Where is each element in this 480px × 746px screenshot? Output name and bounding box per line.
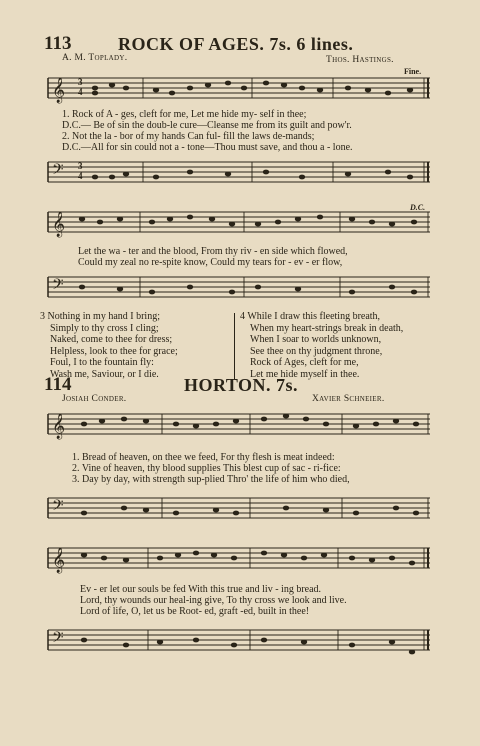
composer: Xavier Schneier. [312,394,385,404]
stanza-4 [240,311,403,381]
lyric-line: 2. Not the la - bor of my hands Can ful- fill the laws de-mands; [62,131,315,142]
stanza-line: Helpless, look to thee for grace; [50,345,178,357]
music-staff-treble [0,542,480,582]
svg-text:𝄞: 𝄞 [52,77,66,102]
fine-mark: Fine. [404,67,422,76]
music-staff-treble [0,206,480,246]
lyrics-block [72,452,350,485]
composer: Thos. Hastings. [326,55,394,65]
svg-text:𝄢: 𝄢 [52,497,64,517]
dc-mark: D.C. [410,203,426,212]
svg-text:4: 4 [78,87,83,97]
svg-text:3: 3 [78,161,83,171]
lyric-line: 1. Rock of A - ges, cleft for me, Let me hide my- self in thee; [62,109,307,120]
svg-text:𝄞: 𝄞 [52,211,66,236]
music-staff-bass [0,624,480,664]
stanza-line: When my heart-strings break in death, [250,322,404,334]
hymn-title: HORTON. 7s. [184,375,299,395]
hymn-number: 113 [44,33,72,54]
svg-text:𝄞: 𝄞 [52,547,66,572]
svg-text:3: 3 [78,77,83,87]
hymn-number: 114 [44,374,72,395]
svg-text:4: 4 [78,171,83,181]
stanza-line: When I soar to worlds unknown, [250,334,382,346]
svg-text:𝄢: 𝄢 [52,276,64,296]
music-staff-bass [0,271,480,307]
music-staff-bass [0,156,480,192]
music-staff-treble [0,72,480,112]
lyric-line: Could my zeal no re-spite know, Could my tears for - ev - er flow, [78,257,343,268]
lyric-line: 2. Vine of heaven, thy blood supplies This blest cup of sac - ri-fice: [72,463,341,474]
stanza-line: Simply to thy cross I cling; [50,322,159,334]
stanza-line: Let me hide myself in thee. [250,368,360,380]
author: A. M. Toplady. [62,53,128,63]
author: Josiah Conder. [62,394,127,404]
hymn-title: ROCK OF AGES. 7s. 6 lines. [118,34,354,54]
music-staff-treble [0,408,480,448]
lyric-line: Lord of life, O, let us be Root- ed, graft -ed, built in thee! [80,606,310,617]
lyric-line: Lord, thy wounds our heal-ing give, To thy cross we look and live. [80,595,347,606]
lyric-line: 1. Bread of heaven, on thee we feed, For thy flesh is meat indeed: [72,452,335,463]
lyric-line: D.C.— Be of sin the doub-le cure—Cleanse me from its guilt and pow'r. [62,120,352,131]
column-divider [234,313,235,379]
lyric-line: 3. Day by day, with strength sup-plied Thro' the life of him who died, [72,474,350,485]
stanza-3 [40,311,178,381]
stanza-line: Rock of Ages, cleft for me, [250,357,359,369]
stanza-line: Foul, I to the fountain fly: [50,357,154,369]
lyric-line: Let the wa - ter and the blood, From thy riv - en side which flowed, [78,246,348,257]
stanza-line: Wash me, Saviour, or I die. [50,368,159,380]
svg-text:𝄢: 𝄢 [52,629,64,649]
stanza-line: See thee on thy judgment throne, [250,345,383,357]
lyrics-block [80,584,347,617]
stanza-line: 4 While I draw this fleeting breath, [240,311,381,322]
svg-text:𝄢: 𝄢 [52,161,64,181]
lyrics-block [62,109,353,153]
svg-text:𝄞: 𝄞 [52,413,66,438]
lyrics-block [78,246,348,268]
lyric-line: D.C.—All for sin could not a - tone—Thou must save, and thou a - lone. [62,142,353,153]
lyric-line: Ev - er let our souls be fed With this true and liv - ing bread. [80,584,322,595]
music-staff-bass [0,492,480,528]
stanza-line: 3 Nothing in my hand I bring; [40,311,160,322]
stanza-line: Naked, come to thee for dress; [50,334,173,346]
